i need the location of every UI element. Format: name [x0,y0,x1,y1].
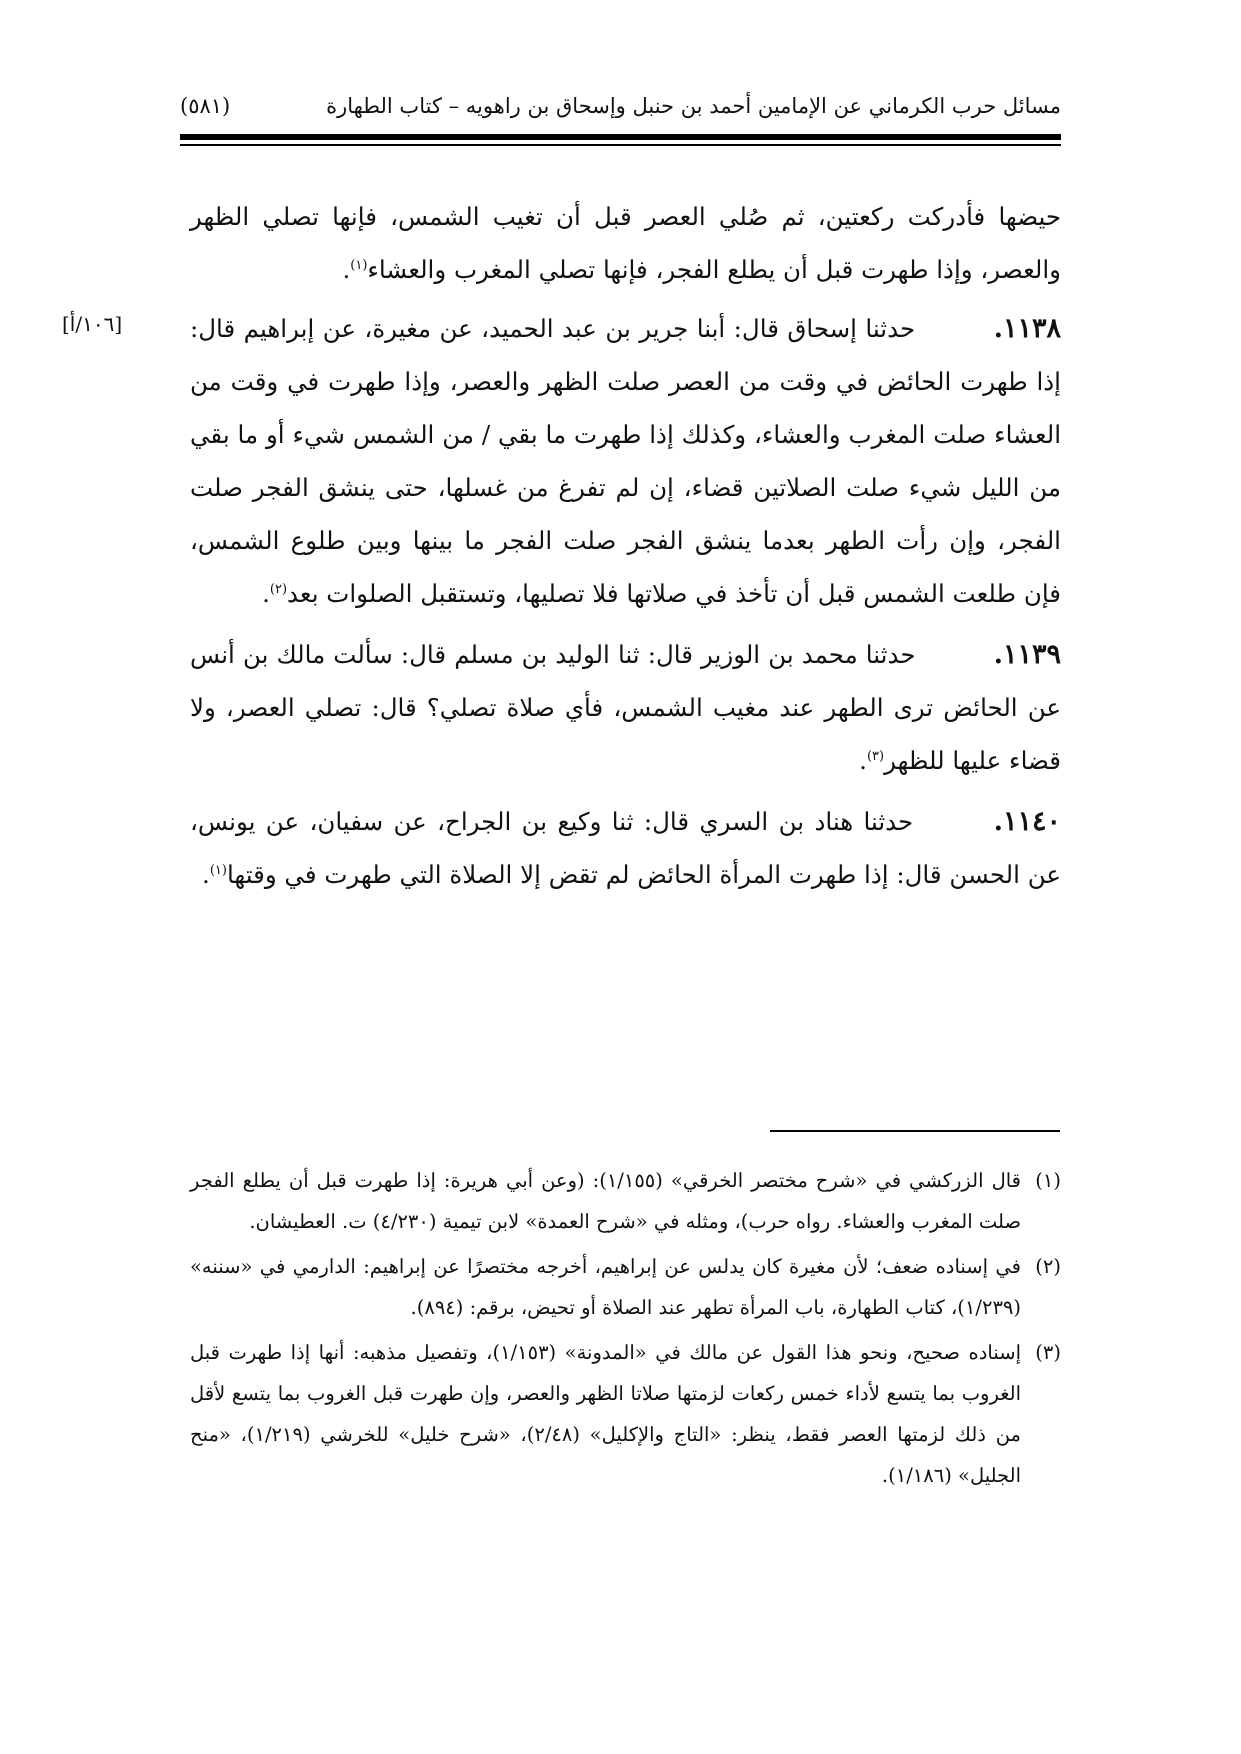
manuscript-folio-note: [١٠٦/أ] [62,312,123,336]
footnote-ref: (١) [209,862,227,878]
header-title: مسائل حرب الكرماني عن الإمامين أحمد بن حنبل وإسحاق بن راهويه – كتاب الطهارة [326,94,1061,118]
entry-text: حدثنا محمد بن الوزير قال: ثنا الوليد بن مسلم قال: سألت مالك بن أنس عن الحائض ترى الطهر عند مغيب الشمس، فأي صلاة تصلي؟ قال: تصلي العصر، ولا قضاء عليها للظهر [190,640,1061,775]
intro-text: حيضها فأدركت ركعتين، ثم صُلي العصر قبل أن تغيب الشمس، فإنها تصلي الظهر والعصر، وإذا طهرت قبل أن يطلع الفجر، فإنها تصلي المغرب والعشاء [190,202,1061,284]
footnote-text: إسناده صحيح، ونحو هذا القول عن مالك في «المدونة» (١/١٥٣)، وتفصيل مذهبه: أنها إذا طهرت قبل الغروب بما يتسع لأداء خمس ركعات لزمتها صلاتا الظهر والعصر، وإن طهرت قبل الغروب بما يتسع لأقل من ذلك لزمتها العصر فقط، ينظر: «التاج والإكليل» (٢/٤٨)، «شرح خليل» للخرشي (١/٢١٩)، «منح الجليل» (١/١٨٦). [190,1341,1021,1487]
footnote-2 [190,1246,1061,1328]
footnotes [190,1160,1061,1500]
running-header [180,84,1061,128]
footnote-text: في إسناده ضعف؛ لأن مغيرة كان يدلس عن إبراهيم، أخرجه مختصرًا عن إبراهيم: الدارمي في «سننه» (١/٢٣٩)، كتاب الطهارة، باب المرأة تطهر عند الصلاة أو تحيض، برقم: (٨٩٤). [190,1255,1021,1319]
entry-1140: ١١٤٠. حدثنا هناد بن السري قال: ثنا وكيع بن الجراح، عن سفيان، عن يونس، عن الحسن قال: إذا طهرت المرأة الحائض لم تقض إلا الصلاة التي طهرت في وقتها$^{(١)}$. [190,806,1061,889]
footnote-1 [190,1160,1061,1242]
entry-number: ١١٣٩. [993,639,1061,670]
footnote-3 [190,1332,1061,1496]
footnote-marker: (٢) [1035,1255,1061,1278]
footnote-ref: (٣) [866,748,885,764]
footnote-ref: (١) [350,257,368,273]
header-rule-thick [180,134,1061,140]
main-text [190,190,1061,909]
footnote-ref: (٢) [269,581,288,597]
page-number: (٥٨١) [180,94,231,118]
entry-text: حدثنا إسحاق قال: أبنا جرير بن عبد الحميد، عن مغيرة، عن إبراهيم قال: إذا طهرت الحائض في وقت من العصر صلت الظهر والعصر، وإذا طهرت في وقت من العشاء صلت المغرب والعشاء، وكذلك إذا طهرت ما بقي / من الشمس شيء أو ما بقي من الليل شيء صلت الصلاتين قضاء، إن لم تفرغ من غسلها، حتى ينشق الفجر صلت الفجر، وإن رأت الطهر بعدما ينشق الفجر صلت الفجر ما بينها وبين طلوع الشمس، فإن طلعت الشمس قبل أن تأخذ في صلاتها فلا تصليها، وتستقبل الصلوات بعد [190,314,1061,608]
entry-1139: ١١٣٩. حدثنا محمد بن الوزير قال: ثنا الوليد بن مسلم قال: سألت مالك بن أنس عن الحائض ترى الطهر عند مغيب الشمس، فأي صلاة تصلي؟ قال: تصلي العصر، ولا قضاء عليها للظهر$^{(٣)}$. [190,639,1061,775]
entry-number: ١١٣٨. [993,313,1061,344]
footnote-marker: (١) [1035,1169,1061,1192]
footnote-marker: (٣) [1035,1341,1061,1364]
footnote-separator [770,1130,1060,1132]
footnote-text: قال الزركشي في «شرح مختصر الخرقي» (١/١٥٥): (وعن أبي هريرة: إذا طهرت قبل أن يطلع الفجر صلت المغرب والعشاء. رواه حرب)، ومثله في «شرح العمدة» لابن تيمية (٤/٢٣٠) ت. العطيشان. [190,1169,1021,1233]
header-rule-thin [180,144,1061,146]
entry-1138: ١١٣٨. حدثنا إسحاق قال: أبنا جرير بن عبد الحميد، عن مغيرة، عن إبراهيم قال: إذا طهرت الحائض في وقت من العصر صلت الظهر والعصر، وإذا طهرت في وقت من العشاء صلت المغرب والعشاء، وكذلك إذا طهرت ما بقي / من الشمس شيء أو ما بقي من الليل شيء صلت الصلاتين قضاء، إن لم تفرغ من غسلها، حتى ينشق الفجر صلت الفجر، وإن رأت الطهر بعدما ينشق الفجر صلت الفجر ما بينها وبين طلوع الشمس، فإن طلعت الشمس قبل أن تأخذ في صلاتها فلا تصليها، وتستقبل الصلوات بعد$^{(٢)}$. [190,313,1061,608]
entry-text: حدثنا هناد بن السري قال: ثنا وكيع بن الجراح، عن سفيان، عن يونس، عن الحسن قال: إذا طهرت المرأة الحائض لم تقض إلا الصلاة التي طهرت في وقتها [190,807,1061,889]
intro-paragraph: حيضها فأدركت ركعتين، ثم صُلي العصر قبل أن تغيب الشمس، فإنها تصلي الظهر والعصر، وإذا طهرت قبل أن يطلع الفجر، فإنها تصلي المغرب والعشاء$^{(١)}$. [190,202,1061,284]
entry-number: ١١٤٠. [993,806,1061,837]
